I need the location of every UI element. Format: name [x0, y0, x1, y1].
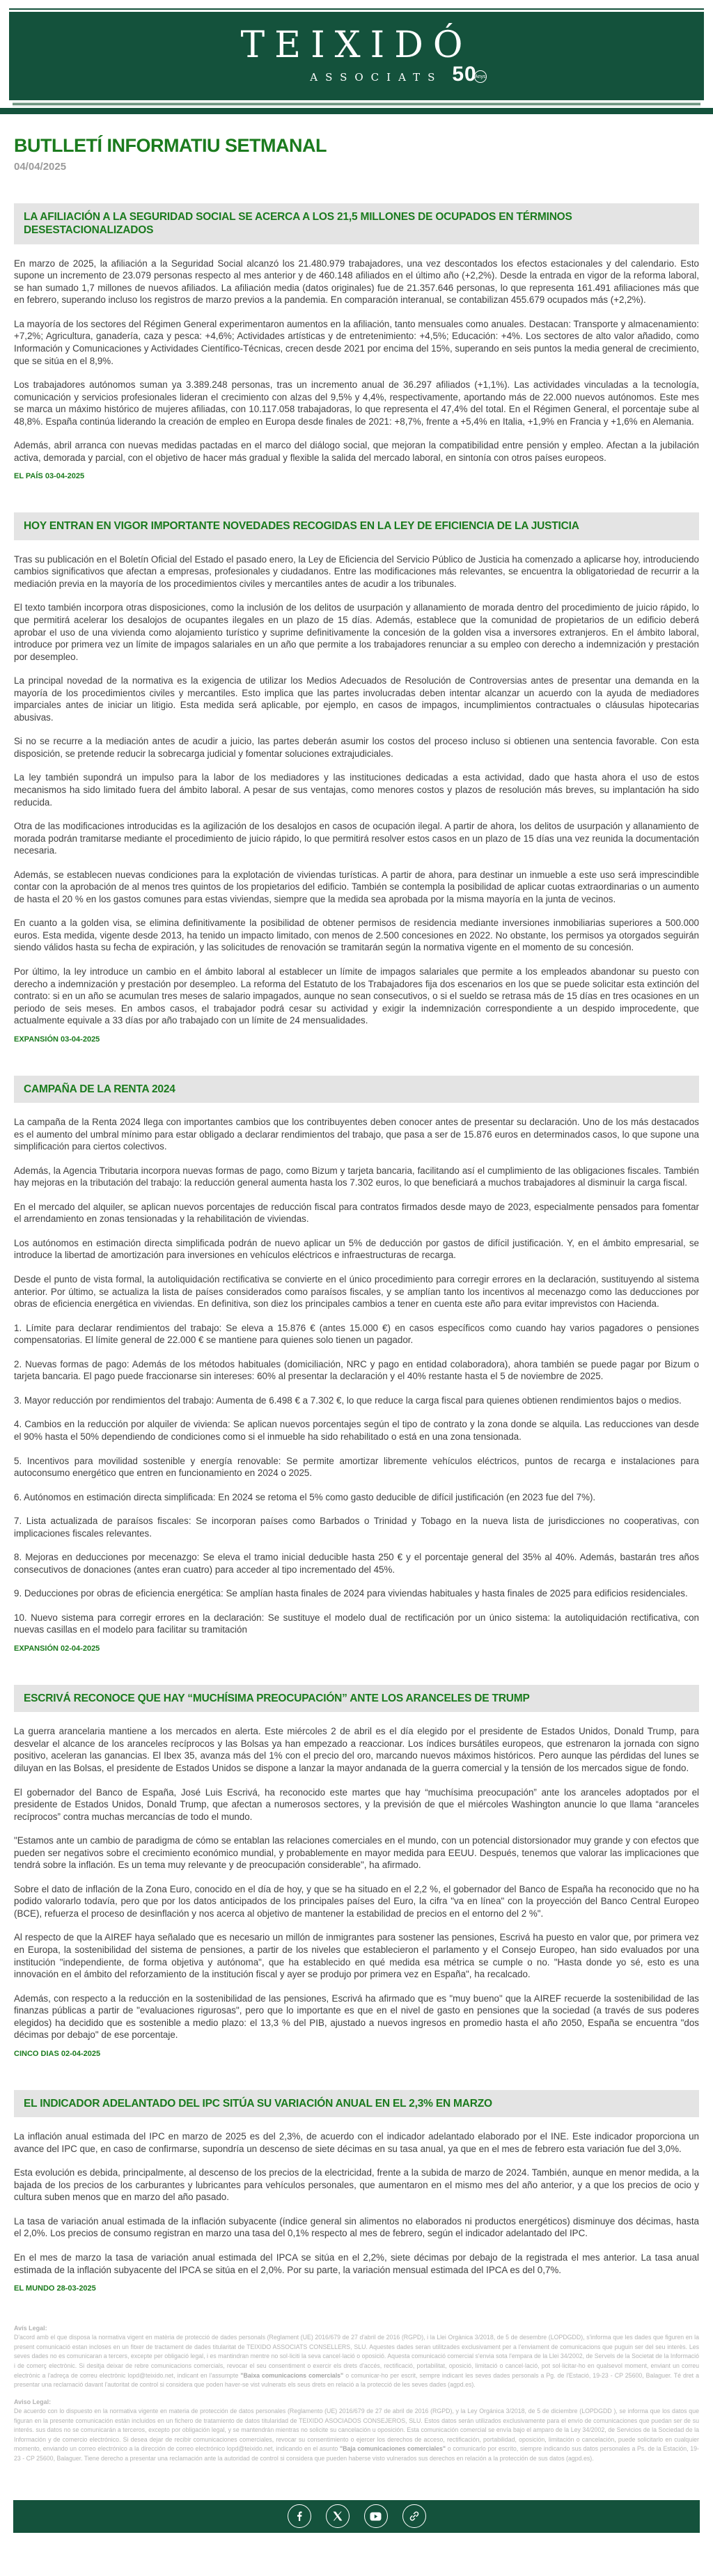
brand-name: TEIXIDÓ — [240, 24, 473, 66]
legal-title-ca: Avís Legal: — [14, 2325, 47, 2332]
body-paragraph: La campaña de la Renta 2024 llega con importantes cambios que los contribuyentes deben conocer antes de presentar su declaración. Uno de los más destacados es el aumento del umbral mínimo para estar obligado a declarar rendimientos del trabajo, que pasa a ser de 15.876 euros en determinados casos, lo que supone una simplificación para ciertos colectivos. — [14, 1117, 699, 1152]
body-paragraph: En cuanto a la golden visa, se elimina definitivamente la posibilidad de obtener permisos de residencia mediante inversiones inmobiliarias superiores a 500.000 euros. Esta medida, vigente desde 2013, ha tenido un impacto limitado, con menos de 2.500 concesiones en 2022. No obstante, los permisos ya otorgados seguirán siendo válidos hasta su fecha de expiración, y las solicitudes de renovación se tramitarán según la normativa vigente en el momento de su concesión. — [14, 918, 699, 953]
legal-text-es: De acuerdo con lo dispuesto en la normativa vigente en materia de protección de datos personales (Reglamento (UE) 2016/679 de 27 de abril de 2016 (RGPD), y la Ley Orgánica 3/2018, de 5 de diciembre (LOPDGDD ), se informa que los datos que figuran en la presente comunicación están incluidos en un fichero de tratamiento de datos titularidad de TEIXIDO ASOCIADOS CONSEJEROS, SLU. Estos datos serán utilizados exclusivamente para el envío de comunicaciones que puedan ser de su interés. sus datos no se comunicarán a terceros, excepto por obligación legal, y se mantendrán mientras no solicite su cancelación u oposición. Esta comunicación comercial se envía bajo el amparo de la Ley 34/2002, de Servicios de la Sociedad de la Información y de comercio electrónico. Si desea dejar de recibir comunicaciones comerciales, revocar su consentimiento o ejercer los derechos de acceso, rectificación, portabilidad, oposición, limitación o cancelación, puede solicitarlo en cualquier momento, enviando un correo electrónico a la dirección de correo electrónico lopd@teixido.net, indicando en el asunto "Baja comunicaciones comerciales" o comunicarlo por escrito, siempre indicando sus datos personales a Ps. de la Estación, 19-23 - CP 25600, Balaguer. Tiene derecho a presentar una reclamación ante la autoridad de control si considera que pueden haberse visto vulnerados sus derechos en relación a la protección de sus datos (agpd.es). — [14, 2407, 699, 2462]
body-paragraph: 6. Autónomos en estimación directa simplificada: En 2024 se retoma el 5% como gasto deducible de difícil justificación (en 2023 fue del 7%). — [14, 1491, 596, 1502]
newsletter-page — [0, 8, 713, 2576]
section-header-bar — [14, 512, 699, 540]
section-title: ESCRIVÁ RECONOCE QUE HAY “MUCHÍSIMA PREOCUPACIÓN” ANTE LOS ARANCELES DE TRUMP — [24, 1692, 530, 1704]
body-paragraph: El texto también incorpora otras disposiciones, como la inclusión de los delitos de usurpación y allanamiento de morada dentro del procedimiento de juicio rápido, lo que permitirá acelerar los desalojos de ocupantes ilegales en un plazo de 15 días. Además, establece que la comunidad de propietarios de un edificio deberá aprobar el uso de una vivienda como alojamiento turístico y suprime definitivamente la concesión de la golden visa a inversores extranjeros. En el ámbito laboral, introduce por primera vez un límite de impagos salariales en un año que permite a los trabajadores renunciar a su empleo con derecho a indemnización y prestación por desempleo. — [14, 602, 699, 662]
facebook-icon[interactable] — [288, 2504, 311, 2528]
body-paragraph: 7. Lista actualizada de paraísos fiscales: Se incorporan países como Barbados o Trinidad y Tobago en la nueva lista de jurisdicciones no cooperativas, con implicaciones fiscales relevantes. — [14, 1516, 699, 1539]
news-section — [14, 512, 699, 1043]
body-paragraph: 10. Nuevo sistema para corregir errores en la declaración: Se sustituye el modelo dual de rectificación por un único sistema: la autoliquidación rectificativa, con nuevas casillas en el modelo para facilitar su tramitación — [14, 1612, 699, 1635]
body-paragraph: En el mercado del alquiler, se aplican nuevos porcentajes de reducción fiscal para contratos firmados desde mayo de 2023, especialmente pensados para fomentar el arrendamiento en zonas tensionadas y la rehabilitación de viviendas. — [14, 1201, 699, 1225]
section-header-bar — [14, 1076, 699, 1103]
body-paragraph: 8. Mejoras en deducciones por mecenazgo: Se eleva el tramo inicial deducible hasta 250 € y el porcentaje general del 35% al 40%. Además, bastarán tres años consecutivos de donaciones (antes eran cuatro) para acceder al tipo incrementado del 45%. — [14, 1552, 699, 1575]
body-paragraph: 2. Nuevas formas de pago: Además de los métodos habituales (domiciliación, NRC y pago en entidad colaboradora), ahora también se puede pagar por Bizum o tarjeta bancaria. El pago puede fraccionarse sin intereses: 60% al presentar la declaración y el 40% restante hasta el 5 de noviembre de 2025. — [14, 1358, 699, 1382]
body-paragraph: Además, la Agencia Tributaria incorpora nuevas formas de pago, como Bizum y tarjeta bancaria, facilitando así el cumplimiento de las obligaciones fiscales. También hay mejoras en la tributación del trabajo: la reducción general aumenta hasta los 7.302 euros, lo que beneficiará a muchos trabajadores al disminuir la carga fiscal. — [14, 1165, 699, 1188]
body-paragraph: Tras su publicación en el Boletín Oficial del Estado el pasado enero, la Ley de Eficiencia del Servicio Público de Justicia ha comenzado a aplicarse hoy, introduciendo cambios significativos que afectan a empresas, profesionales y ciudadanos. Entre las modificaciones más relevantes, se encuentra la obligatoriedad de recurrir a la mediación previa en la mayoría de los procedimientos civiles y mercantiles antes de acudir a los tribunales. — [14, 553, 699, 589]
body-paragraph: La ley también supondrá un impulso para la labor de los mediadores y las instituciones dedicadas a esta actividad, dado que hasta ahora el uso de estos mecanismos ha sido limitado fuera del ámbito laboral. A pesar de sus ventajas, como menores costos y plazos de resolución más breves, su implantación ha sido reducida. — [14, 772, 699, 808]
body-paragraph: La tasa de variación anual estimada de la inflación subyacente (índice general sin alimentos no elaborados ni productos energéticos) disminuye dos décimas, hasta el 2,0%. Los precios de consumo registran en marzo una tasa del 0,1% respecto al mes de febrero, según el indicador adelantado del IPC. — [14, 2215, 699, 2239]
body-paragraph: Desde el punto de vista formal, la autoliquidación rectificativa se convierte en el único procedimiento para corregir errores en la declaración, sustituyendo al sistema anterior. Por último, se actualiza la lista de países considerados como paraísos fiscales, y se amplían tanto los incentivos al mecenazgo como las deducciones por obras de eficiencia energética en viviendas. En definitiva, son diez los principales cambios a tener en cuenta este año para evitar imprevistos con Hacienda. — [14, 1274, 699, 1310]
source-citation: EL MUNDO 28-03-2025 — [14, 2284, 96, 2293]
anniversary-50-logo — [452, 65, 486, 84]
body-paragraph: El gobernador del Banco de España, José Luis Escrivá, ha reconocido este martes que hay “muchísima preocupación” ante los aranceles adoptados por el presidente de Estados Unidos, Donald Trump, que afectan a numerosos sectores, y la previsión de que el miércoles Washington anuncie lo que llama “aranceles recíprocos” contra muchas mercancías de todo el mundo. — [14, 1786, 699, 1822]
footer-social-bar — [13, 2500, 700, 2533]
body-paragraph: 4. Cambios en la reducción por alquiler de vivienda: Se aplican nuevos porcentajes según el tipo de contrato y la zona donde se alquila. Las reducciones van desde el 90% hasta el 50% dependiendo de condiciones como si el inmueble ha sido rehabilitado o está en una zona tensionada. — [14, 1419, 699, 1442]
source-citation: EXPANSIÓN 03-04-2025 — [14, 1035, 100, 1044]
body-paragraph: Los autónomos en estimación directa simplificada podrán de nuevo aplicar un 5% de deducción por gastos de difícil justificación. Y, en el ámbito empresarial, se introduce la libertad de amortización para inversiones en vehículos eléctricos e infraestructuras de recarga. — [14, 1237, 699, 1261]
news-section — [14, 1685, 699, 2058]
anniversary-number: 50 — [452, 63, 477, 86]
source-citation: EXPANSIÓN 02-04-2025 — [14, 1644, 100, 1653]
body-paragraph: Sobre el dato de inflación de la Zona Euro, conocido en el día de hoy, y que se ha situado en el 2,2 %, el gobernador del Banco de España ha reconocido que no ha podido valorarlo todavía, pero que por los datos anticipados de los principales países del Euro, la cifra "va en línea" con la proyección del Banco Central Europeo (BCE), refuerza el proceso de desinflación y nos acerca al objetivo de mantener la estabilidad de precios en el entorno del 2 %". — [14, 1883, 699, 1919]
link-icon[interactable] — [402, 2504, 426, 2528]
news-section — [14, 203, 699, 480]
section-title: LA AFILIACIÓN A LA SEGURIDAD SOCIAL SE ACERCA A LOS 21,5 MILLONES DE OCUPADOS EN TÉRMINOS DESESTACIONALIZADOS — [24, 211, 572, 237]
page-bottom-margin — [0, 2533, 713, 2576]
news-section — [14, 2090, 699, 2293]
brand-subtitle: ASSOCIATS — [310, 71, 443, 84]
body-paragraph: 9. Deducciones por obras de eficiencia energética: Se amplían hasta finales de 2024 para viviendas habituales y hasta finales de 2025 para edificios residenciales. — [14, 1588, 688, 1599]
company-logo — [9, 24, 704, 86]
page-title: BUTLLETÍ INFORMATIU SETMANAL — [14, 135, 327, 156]
header-top-rule — [9, 8, 704, 10]
section-title: HOY ENTRAN EN VIGOR IMPORTANTE NOVEDADES RECOGIDAS EN LA LEY DE EFICIENCIA DE LA JUSTICIA — [24, 520, 579, 533]
body-paragraph: 3. Mayor reducción por rendimientos del trabajo: Aumenta de 6.498 € a 7.302 €, lo que reduce la carga fiscal para quienes obtienen rendimientos bajos o medios. — [14, 1395, 682, 1406]
x-twitter-icon[interactable] — [326, 2504, 350, 2528]
body-paragraph: Si no se recurre a la mediación antes de acudir a juicio, las partes deberán asumir los costos del proceso incluso si obtienen una sentencia favorable. Con esta disposición, se pretende reducir la sobrecarga judicial y fomentar soluciones extrajudiciales. — [14, 736, 699, 759]
body-paragraph: Otra de las modificaciones introducidas es la agilización de los desalojos en casos de ocupación ilegal. A partir de ahora, los delitos de usurpación y allanamiento de morada podrán tramitarse mediante el procedimiento de juicio rápido, lo que permitirá resolver estos casos en un plazo de 15 días una vez reunida la documentación necesaria. — [14, 821, 699, 856]
section-header-bar — [14, 2090, 699, 2117]
body-paragraph: "Estamos ante un cambio de paradigma de cómo se entablan las relaciones comerciales en el mundo, con un potencial distorsionador muy grande y con efectos que pueden ser negativos sobre el crecimiento económico mundial, y probablemente en mayor medida para EEUU. Después, tenemos que valorar las implicaciones que tendrá sobre la inflación. Es un tema muy relevante y de preocupación considerable", ha afirmado. — [14, 1835, 699, 1871]
section-header-bar — [14, 1685, 699, 1712]
body-paragraph: La mayoría de los sectores del Régimen General experimentaron aumentos en la afiliación, tanto mensuales como anuales. Destacan: Transporte y almacenamiento: +7,2%; Agricultura, ganadería, caza y pesca: +4,6%; Actividades artísticas y de entretenimiento: +4,5%; Educación: +4%. Los sectores de alto valor añadido, como Información y Comunicaciones y Actividades Científico-Técnicas, crecen desde 2021 por encima del 15%, superando en seis puntos la media general de crecimiento, que se sitúa en el 8,9%. — [14, 318, 700, 366]
anniversary-label: Anys — [474, 70, 487, 83]
body-paragraph: La principal novedad de la normativa es la exigencia de utilizar los Medios Adecuados de Resolución de Controversias antes de presentar una demanda en la mayoría de los procedimientos civiles y mercantiles. Esto implica que las partes involucradas deben intentar alcanzar un acuerdo con la ayuda de mediadores imparciales antes de iniciar un litigio. Esta medida será aplicable, por ejemplo, en casos de impagos, incumplimientos contractuales o cláusulas hipotecarias abusivas. — [14, 675, 699, 723]
body-paragraph: Además, con respecto a la reducción en la sostenibilidad de las pensiones, Escrivá ha afirmado que es "muy bueno" que la AIREF recuerde la sostenibilidad de las finanzas públicas a partir de "evaluaciones rigurosas", pero que lo importante es que en el nivel de gasto en pensiones que la sociedad (a través de sus poderes elegidos) ha decidido que es sostenible a medio plazo: el 13,3 % del PIB, ajustado a nuevos ingresos en promedio hasta el año 2050, España se encuentra "dos décimas por debajo" de ese porcentaje. — [14, 1993, 699, 2041]
section-title: EL INDICADOR ADELANTADO DEL IPC SITÚA SU VARIACIÓN ANUAL EN EL 2,3% EN MARZO — [24, 2097, 492, 2110]
header-banner — [9, 12, 704, 100]
sections — [14, 203, 699, 2293]
body-paragraph: Los trabajadores autónomos suman ya 3.389.248 personas, tras un incremento anual de 36.297 afiliados (+1,1%). Las actividades vinculadas a la tecnología, comunicación y servicios profesionales lideran el crecimiento con alzas del 9,5% y 4,4%, respectivamente, aportando más de 22.000 nuevos autónomos. Este mes se marca un máximo histórico de mujeres afiliadas, con 10.117.058 trabajadoras, lo que representa el 47,4% del total. En el Régimen General, el porcentaje sube al 48,8%. España continúa liderando la creación de empleo en Europa desde finales de 2021: +8,7%, frente a +5,4% en Italia, +1,9% en Francia y +1,6% en Alemania. — [14, 379, 699, 427]
news-section — [14, 1076, 699, 1653]
body-paragraph: En el mes de marzo la tasa de variación anual estimada del IPCA se sitúa en el 2,2%, siete décimas por debajo de la registrada el mes anterior. La tasa anual estimada de la inflación subyacente del IPCA se sitúa en el 2,0%. Por su parte, la variación mensual estimada del IPCA es del 0,7%. — [14, 2252, 699, 2275]
section-title: CAMPAÑA DE LA RENTA 2024 — [24, 1083, 175, 1095]
legal-text-ca: D'acord amb el que disposa la normativa vigent en matèria de protecció de dades personals (Reglament (UE) 2016/679 de 27 d'abril de 2016 (RGPD), i la Llei Orgànica 3/2018, de 5 de desembre (LOPDGDD), s'informa que les dades que figuren en la present comunicació estan incloses en un fitxer de tractament de dades titularitat de TEIXIDO ASSOCIATS CONSELLERS, SLU. Aquestes dades seran utilitzades exclusivament per a l'enviament de comunicacions que puguin ser del seu interès. Les seves dades no es comunicaran a tercers, excepte per obligació legal, i es mantindran mentre no sol·liciti la seva cancel·lació o oposició. Aquesta comunicació comercial s'envia sota l'empara de la Llei 34/2002, de Servels de la Societat de la Informació i de comerç electrònic. Si desitja deixar de rebre comunicacions comercials, revocar el seu consentiment o exercir els drets d'accés, rectificació, portabilitat, oposició, limitació o cancel·lació, pot sol·licitar-ho en qualsevol moment, enviant un correu electrònic a l'adreça de correu electrònic lopd@teixido.net, indicant en l'assumpte "Baixa comunicacions comercials" o comunicar-ho per escrit, sempre indicant les seves dades personals a Pg. de l'Estació, 19-23 - CP 25600, Balaguer. Té dret a presentar una reclamació davant l'autoritat de control si considera que poden haver-se vist vulnerats els seus drets en relació a la protecció de les seves dades (agpd.es). — [14, 2334, 700, 2389]
legal-notices — [14, 2325, 699, 2464]
body-paragraph: Por último, la ley introduce un cambio en el ámbito laboral al establecer un límite de impagos salariales que permite a los empleados abandonar su puesto con derecho a indemnización y prestación por desempleo. La reforma del Estatuto de los Trabajadores fija dos escenarios en los que se puede solicitar esta extinción del contrato: si en un año se acumulan tres meses de salario impagados, aunque no sean consecutivos, o si el sueldo se retrasa más de 15 días en tres ocasiones en un periodo de seis meses. En ambos casos, el trabajador podrá cesar su actividad y exigir la indemnización correspondiente a un despido improcedente, que actualmente equivale a 33 días por año trabajado con un límite de 24 mensualidades. — [14, 966, 699, 1026]
publication-date: 04/04/2025 — [14, 161, 67, 173]
body-paragraph: 5. Incentivos para movilidad sostenible y energía renovable: Se permite amortizar libremente vehículos eléctricos, puntos de recarga e instalaciones para autoconsumo energético que entren en funcionamiento en 2024 o 2025. — [14, 1455, 699, 1479]
header-bottom-bar — [0, 108, 713, 114]
body-paragraph: Además, abril arranca con nuevas medidas pactadas en el marco del diálogo social, que mejoran la compatibilidad entre pensión y empleo. Afectan a la jubilación activa, demorada y parcial, con el objetivo de hacer más gradual y flexible la salida del mercado laboral, en sintonía con otros países europeos. — [14, 440, 699, 463]
body-paragraph: Además, se establecen nuevas condiciones para la explotación de viviendas turísticas. A partir de ahora, para destinar un inmueble a este uso será imprescindible contar con la aprobación de al menos tres quintos de los propietarios del edificio. También se contempla la posibilidad de aplicar cuotas extraordinarias o un aumento de hasta el 20 % en los gastos comunes para estas viviendas, siempre que la medida sea aprobada por la misma mayoría en la junta de vecinos. — [14, 869, 699, 904]
body-paragraph: Esta evolución es debida, principalmente, al descenso de los precios de la electricidad, frente a la subida de marzo de 2024. También, aunque en menor medida, a la bajada de los precios de los carburantes y lubricantes para vehículos personales, que aumentaron en el mismo mes del año anterior, y a que los precios de ocio y cultura suben menos que en marzo del año pasado. — [14, 2167, 699, 2203]
source-citation: EL PAÍS 03-04-2025 — [14, 472, 85, 481]
body-paragraph: 1. Límite para declarar rendimientos del trabajo: Se eleva a 15.876 € (antes 15.000 €) en casos específicos como cuando hay varios pagadores o pensiones compensatorias. El límite general de 22.000 € se mantiene para quienes solo tienen un pagador. — [14, 1322, 699, 1346]
body-paragraph: La inflación anual estimada del IPC en marzo de 2025 es del 2,3%, de acuerdo con el indicador adelantado elaborado por el INE. Este indicador proporciona un avance del IPC que, en caso de confirmarse, supondría un descenso de siete décimas en su tasa anual, ya que en el mes de febrero esta variación fue del 3,0%. — [14, 2131, 699, 2154]
legal-title-es: Aviso Legal: — [14, 2398, 52, 2405]
youtube-icon[interactable] — [364, 2504, 388, 2528]
body-paragraph: Al respecto de que la AIREF haya señalado que es necesario un millón de inmigrantes para sostener las pensiones, Escrivá ha puesto en valor que, por primera vez en Europa, la sostenibilidad del sistema de pensiones, a partir de los niveles que establecieron el parlamento y el Consejo Europeo, han sido evaluados por una institución "independiente, de forma objetiva y autónoma", que ha establecido en qué medida esa métrica se cumple o no. "Hasta donde yo sé, esto es una innovación en el ámbito del reforzamiento de la institución fiscal y ayer se produjo por primera vez en España", ha recalcado. — [14, 1932, 699, 1980]
body-paragraph: En marzo de 2025, la afiliación a la Seguridad Social alcanzó los 21.480.979 trabajadores, una vez descontados los efectos estacionales y del calendario. Esto supone un incremento de 23.079 personas respecto al mes anterior y de 460.148 afiliados en el último año (+2,2%). Desde la entrada en vigor de la reforma laboral, se han sumado 1,7 millones de nuevos afiliados. La afiliación media (datos originales) fue de 21.357.646 personas, lo que representa 161.491 afiliaciones más que en febrero, superando incluso los registros de marzo previos a la pandemia. En comparación interanual, se contabilizan 455.679 ocupados más (+2,2%). — [14, 258, 699, 306]
source-citation: CINCO DIAS 02-04-2025 — [14, 2049, 101, 2058]
body-paragraph: La guerra arancelaria mantiene a los mercados en alerta. Este miércoles 2 de abril es el día elegido por el presidente de Estados Unidos, Donald Trump, para desvelar el alcance de los aranceles recíprocos y las Bolsas ya han empezado a reaccionar. Los índices bursátiles europeos, que estrenaron la jornada con signo positivo, aceleran las ganancias. El Ibex 35, avanza más del 1% con el precio del oro, marcando nuevos máximos históricos. Pero aunque las pérdidas del lunes se diluyan en las Bolsas, el presidente de Estados Unidos se dispone a lanzar la mayor andanada de la guerra comercial y la tensión de los mercados sigue de fondo. — [14, 1726, 699, 1773]
header-stripe-light2 — [13, 105, 700, 107]
section-header-bar — [14, 203, 699, 244]
